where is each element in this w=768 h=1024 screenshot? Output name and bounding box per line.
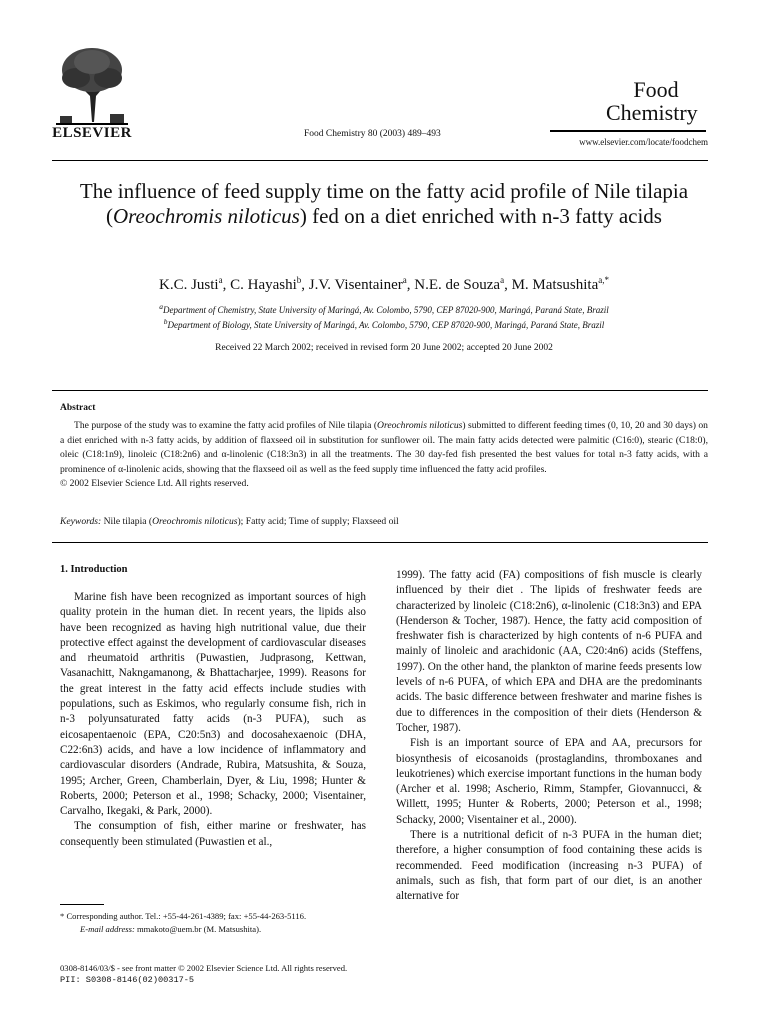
front-matter-line: 0308-8146/03/$ - see front matter © 2002 Elsevier Science Ltd. All rights reserved. [60, 963, 348, 973]
email-line: E-mail address: mmakoto@uem.br (M. Matsushita). [80, 923, 262, 934]
paragraph: The consumption of fish, either marine or freshwater, has consequently been stimulated (Puwastien et al., [60, 820, 366, 848]
author-sup: a,* [598, 275, 609, 285]
affiliations [60, 301, 708, 331]
affiliation-a: $^a$Department of Chemistry, State University of Maringá, Av. Colombo, 5790, CEP 87020-900, Maringá, Paraná State, Brazil [159, 302, 609, 315]
footnote-divider [60, 904, 104, 905]
author-sup: a [402, 275, 407, 285]
header-divider [52, 160, 708, 161]
paragraph: Marine fish have been recognized as important sources of high quality protein in the human diet. In recent years, the lipids also have been recognized as having high nutritional value, due their protective effect against the development of cardiovascular diseases and rheumatoid arthritis (Puwastien, Judprasong, Kettwan, Vasanachitt, Nakngamanong, & Bhattacharjee, 1999). Reasons for the great interest in the fatty acid effects include studies with populations, such as Eskimos, who regularly consume fish, rich in n-3 polyunsaturated fatty acids (n-3 PUFA), such as eicosapentaenoic (EPA, C20:5n3) and docosahexaenoic (DHA, C22:6n3) acids, and have a low incidence of inflammatory and cardiovascular disorders (Andrade, Rubira, Matsushita, & Souza, 1995; Archer, Green, Chamberlain, Dyer, & Liu, 1998; Hunter & Roberts, 2000; Peterson et al., 1998; Schacky, 2000; Visentainer, Carvalho, Ikegaki, & Park, 2000). [60, 591, 366, 818]
section-heading: 1. Introduction [60, 564, 128, 575]
abstract-heading: Abstract [60, 403, 96, 413]
left-column [60, 590, 366, 850]
received-dates: Received 22 March 2002; received in revised form 20 June 2002; accepted 20 June 2002 [215, 343, 553, 353]
paper-title [60, 179, 708, 229]
right-column [396, 568, 702, 905]
author-name: K.C. Justi [159, 277, 219, 293]
journal-title-line2: Chemistry [606, 100, 698, 125]
affiliation-b: $^b$Department of Biology, State University of Maringá, Av. Colombo, 5790, CEP 87020-900, Maringá, Paraná State, Brazil [163, 317, 605, 330]
elsevier-tree-logo-icon [56, 44, 128, 126]
journal-rule [550, 130, 706, 132]
front-matter-footer [60, 962, 520, 986]
paragraph: Fish is an important source of EPA and AA, precursors for biosynthesis of eicosanoids (prostaglandins, thromboxanes and leukotrienes) which exercise important functions in the human body (Archer et al. 1998; Ascherio, Rimm, Stampfer, Giovannucci, & Willett, 1995; Hunter & Roberts, 2000; Peterson et al., 1998; Schacky, 2000; Visentainer et al., 2000). [396, 737, 702, 826]
author-name: C. Hayashi [230, 277, 297, 293]
email-link[interactable]: mmakoto@uem.br (M. Matsushita). [134, 923, 262, 934]
title-text-1: The influence of feed supply time on the fatty acid profile of Nile tilapia ( [79, 179, 689, 228]
footnote [60, 910, 366, 936]
paragraph: 1999). The fatty acid (FA) compositions of fish muscle is clearly influenced by their diet . The lipids of freshwater feeds are characterized by linoleic (C18:2n6), α-linolenic (C18:3n3) and EPA (Henderson & Tocher, 1987). Hence, the fatty acid composition of freshwater fish is characterized by high contents of n-6 PUFA and mainly of linoleic and arachidonic (AA, C20:4n6) acids (Steffens, 1997). On the other hand, the plankton of marine feeds presents low levels of n-6 PUFA, of which EPA and DHA are the predominants acids. The basic difference between freshwater and marine fishes is due to differences in the composition of their diets (Henderson & Tocher, 1987). [396, 569, 702, 734]
author-sup: b [296, 275, 302, 285]
title-species: Oreochromis niloticus [113, 204, 300, 228]
keywords: Keywords: Nile tilapia (Oreochromis niloticus); Fatty acid; Time of supply; Flaxseed oil [60, 516, 399, 527]
corresponding-author: * Corresponding author. Tel.: +55-44-261-4389; fax: +55-44-263-5116. [60, 911, 307, 921]
author-name: J.V. Visentainer [308, 277, 403, 293]
publisher-name: ELSEVIER [52, 125, 132, 141]
abstract-body: The purpose of the study was to examine the fatty acid profiles of Nile tilapia (Oreochromis niloticus) submitted to different feeding times (0, 10, 20 and 30 days) on a diet enriched with n-3 fatty acids, by addition of flaxseed oil in substitution for sunflower oil. The main fatty acids detected were palmitic (C16:0), stearic (C18:0), oleic (C18:1n9), linoleic (C18:2n6) and α-linolenic (C18:3n3) in all the treatments. The 30 day-fed fish presented the best values for total n-3 fatty acids, with a prominence of α-linolenic acids, showing that the flaxseed oil as well as the feed supply time influenced the fatty acid profiles. © 2002 Elsevier Science Ltd. All rights reserved. [60, 420, 708, 489]
author-sup: a [500, 275, 505, 285]
journal-title-line1: Food [633, 77, 679, 102]
journal-title [606, 78, 706, 124]
abstract-copyright: © 2002 Elsevier Science Ltd. All rights reserved. [60, 478, 249, 489]
author-sup: a [218, 275, 223, 285]
journal-url[interactable]: www.elsevier.com/locate/foodchem [579, 137, 708, 147]
journal-citation: Food Chemistry 80 (2003) 489–493 [304, 129, 441, 139]
author-name: N.E. de Souza [414, 277, 501, 293]
title-text-2: ) fed on a diet enriched with n-3 fatty acids [299, 204, 662, 228]
author-name: M. Matsushita [511, 277, 599, 293]
author-list: K.C. Justi$^a$, C. Hayashi$^b$, J.V. Visentainer$^a$, N.E. de Souza$^a$, M. Matsushita$^{a,*}$ [159, 275, 609, 293]
abstract-top-divider [52, 390, 708, 391]
keywords-divider [52, 542, 708, 543]
pii-line: PII: S0308-8146(02)00317-5 [60, 975, 195, 985]
paragraph: There is a nutritional deficit of n-3 PUFA in the human diet; therefore, a higher consumption of food containing these acids is recommended. Feed modification (increasing n-3 PUFA) of animals, such as fish, that form part of our diet, is an another alternative for [396, 829, 702, 903]
